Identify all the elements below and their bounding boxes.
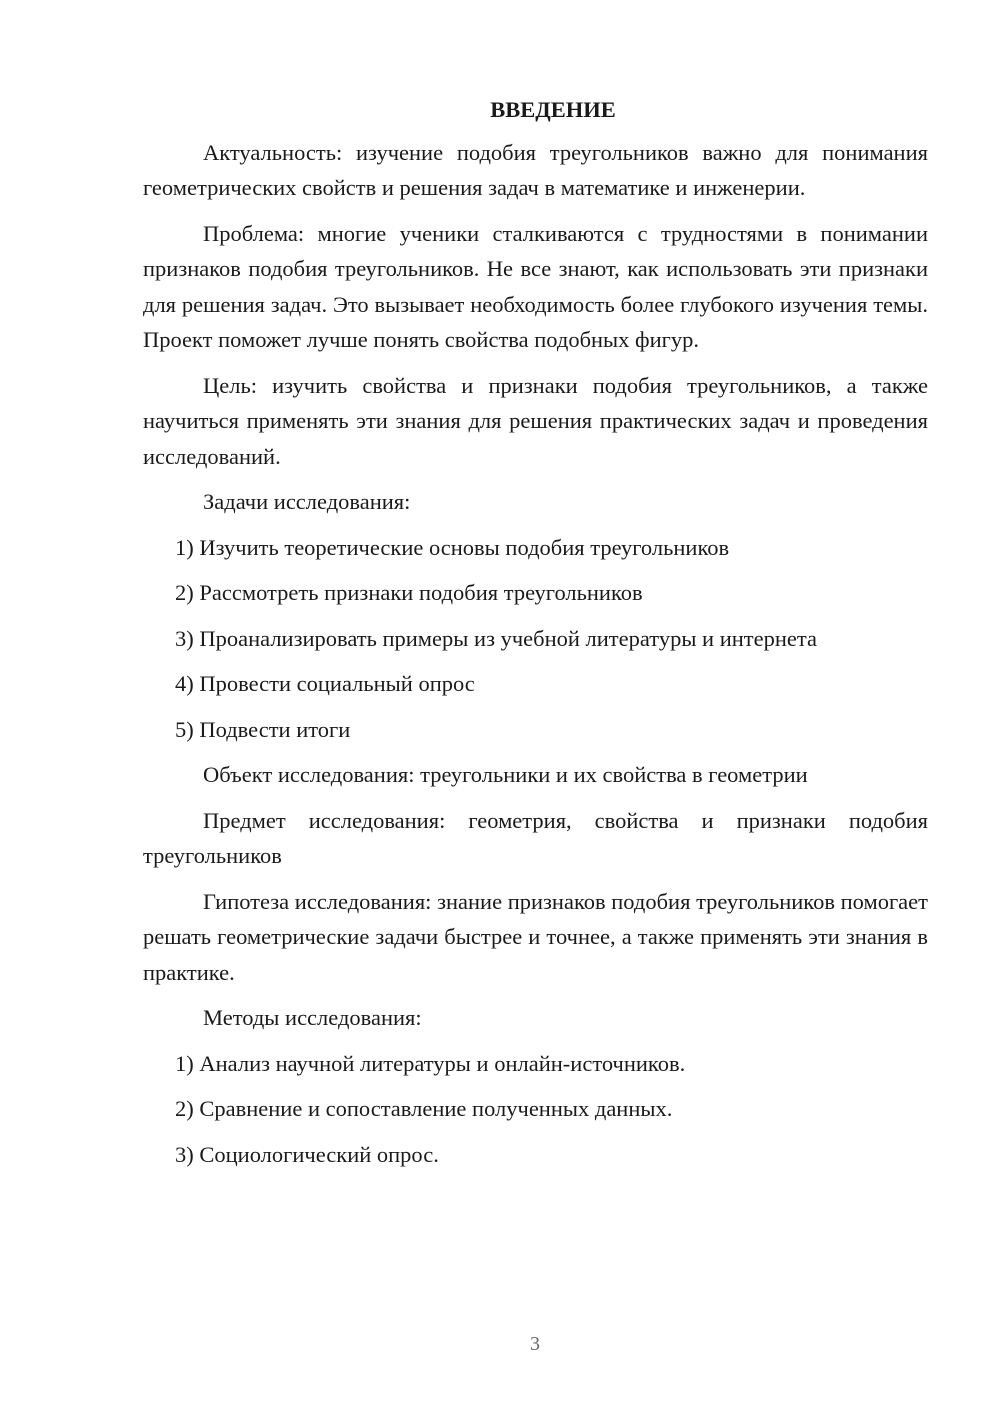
methods-list: [143, 1046, 928, 1173]
methods-heading: Методы исследования:: [203, 1005, 422, 1030]
object-paragraph: Объект исследования: треугольники и их свойства в геометрии: [203, 762, 808, 787]
tasks-heading: Задачи исследования:: [203, 489, 411, 514]
page-number: 3: [530, 1333, 540, 1355]
subject-paragraph: Предмет исследования: геометрия, свойства и признаки подобия треугольников: [143, 807, 928, 868]
list-item: 5) Подвести итоги: [175, 716, 351, 742]
page-content: [143, 92, 928, 1182]
list-item: 1) Изучить теоретические основы подобия треугольников: [175, 534, 730, 560]
list-item: 1) Анализ научной литературы и онлайн-источников.: [175, 1050, 686, 1076]
relevance-paragraph: Актуальность: изучение подобия треугольников важно для понимания геометрических свойств и решения задач в математике и инженерии.: [143, 139, 928, 200]
problem-paragraph: Проблема: многие ученики сталкиваются с трудностями в понимании признаков подобия треугольников. Не все знают, как использовать эти признаки для решения задач. Это вызывает необходимость более глубокого изучения темы. Проект поможет лучше понять свойства подобных фигур.: [143, 220, 928, 352]
list-item: 3) Социологический опрос.: [175, 1141, 439, 1167]
list-item: 2) Рассмотреть признаки подобия треугольников: [175, 580, 643, 605]
list-item: 4) Провести социальный опрос: [175, 671, 475, 696]
list-item: 3) Проанализировать примеры из учебной литературы и интернета: [175, 625, 817, 651]
list-item: 2) Сравнение и сопоставление полученных данных.: [175, 1096, 673, 1121]
section-title: ВВЕДЕНИЕ: [490, 97, 616, 122]
goal-paragraph: Цель: изучить свойства и признаки подобия треугольников, а также научиться применять эти знания для решения практических задач и проведения исследований.: [143, 372, 928, 469]
tasks-list: [143, 530, 928, 748]
hypothesis-paragraph: Гипотеза исследования: знание признаков подобия треугольников помогает решать геометрические задачи быстрее и точнее, а также применять эти знания в практике.: [143, 888, 928, 985]
